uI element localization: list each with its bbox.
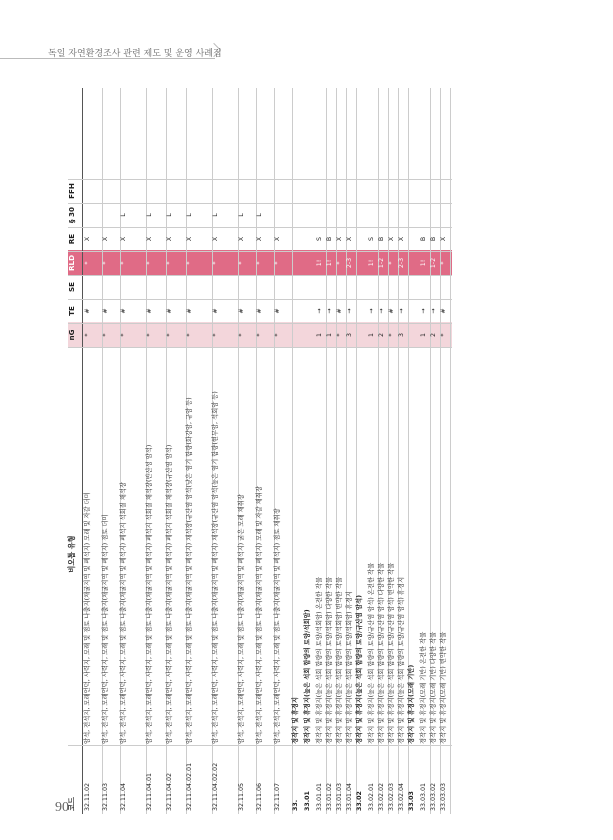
col-header-te: TE bbox=[67, 306, 76, 316]
cell-ng: * bbox=[212, 333, 219, 337]
running-header: 독일 자연환경조사 관련 제도 및 운영 사례집 bbox=[48, 49, 222, 59]
cell-ng: * bbox=[238, 333, 245, 337]
cell-name: 경작지 및 휴경지 bbox=[292, 697, 299, 744]
cell-code: 32.11.02 bbox=[84, 782, 91, 811]
table-row bbox=[440, 88, 451, 814]
cell-re: B bbox=[378, 236, 385, 242]
cell-code: 32.11.03 bbox=[102, 782, 109, 811]
cell-code: 32.11.04.01 bbox=[146, 772, 153, 811]
cell-te: → bbox=[346, 308, 353, 314]
cell-code: 33.03 bbox=[408, 791, 415, 811]
cell-ng: * bbox=[120, 333, 127, 337]
cell-code: 33.02.01 bbox=[368, 782, 375, 811]
cell-te: # bbox=[166, 308, 173, 314]
cell-te: # bbox=[238, 308, 245, 314]
cell-code: 33.02.03 bbox=[388, 782, 395, 811]
cell-s30: L bbox=[146, 213, 153, 217]
cell-te: # bbox=[388, 308, 395, 314]
cell-code: 32.11.06 bbox=[256, 782, 263, 811]
column-divider bbox=[68, 251, 452, 252]
cell-te: # bbox=[146, 308, 153, 314]
col-header-s30: § 30 bbox=[67, 206, 76, 224]
cell-name: 암석, 전석지, 모래언덕, 사력지, 모래 및 점토 나출지(채굴지역 및 폐석지) 폐석지 석회질 채석장(반산성 암석) bbox=[146, 444, 153, 744]
cell-rld: * bbox=[274, 261, 281, 265]
cell-te: # bbox=[102, 308, 109, 314]
table-row bbox=[256, 88, 275, 814]
cell-code: 32.11.04.02.01 bbox=[186, 762, 193, 811]
table-row bbox=[304, 88, 316, 814]
cell-te: # bbox=[186, 308, 193, 314]
cell-rld: * bbox=[166, 261, 173, 265]
cell-rld: * bbox=[120, 261, 127, 265]
cell-ng: 1 bbox=[368, 333, 375, 338]
col-header-name: 비오톱 유형 bbox=[67, 535, 76, 573]
table-row bbox=[186, 88, 213, 814]
table-row bbox=[120, 88, 147, 814]
table-row bbox=[292, 88, 304, 814]
cell-code: 32.11.07 bbox=[274, 782, 281, 811]
cell-te: → bbox=[378, 308, 385, 314]
cell-re: B bbox=[326, 236, 333, 242]
cell-rld: 1! bbox=[368, 259, 375, 267]
cell-name: 암석, 전석지, 모래언덕, 사력지, 모래 및 점토 나출지(채굴지역 및 폐석지) 채석장(규산염 암석(낮은 염기 함량(화강암, 규암 등) bbox=[186, 397, 193, 744]
cell-code: 33.01 bbox=[304, 791, 311, 811]
cell-te: → bbox=[368, 308, 375, 314]
cell-code: 32.11.04.02 bbox=[166, 772, 173, 811]
cell-ng: * bbox=[256, 333, 263, 337]
cell-name: 경작지 및 휴경지(모래 기반) bbox=[408, 664, 415, 744]
cell-rld: * bbox=[146, 261, 153, 265]
cell-re: X bbox=[274, 236, 281, 242]
cell-code: 32.11.04.02.02 bbox=[212, 762, 219, 811]
cell-code: 33.02.02 bbox=[378, 782, 385, 811]
cell-code: 32.11.04 bbox=[120, 782, 127, 811]
cell-name: 경작지 및 휴경지(모래 기반) 온전한 작물 bbox=[420, 631, 427, 744]
cell-re: X bbox=[166, 236, 173, 242]
cell-rld: 1-2 bbox=[378, 257, 385, 269]
cell-ng: * bbox=[84, 333, 91, 337]
table-row bbox=[238, 88, 257, 814]
cell-te: → bbox=[430, 308, 437, 314]
cell-re: X bbox=[146, 236, 153, 242]
cell-s30: L bbox=[238, 213, 245, 217]
cell-ng: 3 bbox=[398, 333, 405, 338]
cell-te: → bbox=[326, 308, 333, 314]
cell-code: 33. bbox=[292, 799, 299, 811]
col-header-ffh: FFH bbox=[67, 183, 76, 199]
cell-code: 33.02.04 bbox=[398, 782, 405, 811]
cell-name: 암석, 전석지, 모래언덕, 사력지, 모래 및 점토 나출지(채굴지역 및 폐석지) 폐석지 석회질 채석장(규산염 암석) bbox=[166, 444, 173, 744]
cell-name: 암석, 전석지, 모래언덕, 사력지, 모래 및 점토 나출지(채굴지역 및 폐석지) 점토 더미 bbox=[102, 514, 109, 744]
cell-name: 경작지 및 휴경지(높은 석회 함량의 토양/규산염 암석) 휴경지 bbox=[398, 576, 405, 744]
cell-code: 32.11.05 bbox=[238, 782, 245, 811]
cell-re: X bbox=[102, 236, 109, 242]
cell-name: 경작지 및 휴경지(높은 석회 함량의 토양/석회암) 온전한 작물 bbox=[316, 576, 323, 744]
column-divider bbox=[68, 227, 452, 228]
cell-te: # bbox=[336, 308, 343, 314]
col-header-rld: RLD bbox=[67, 254, 76, 272]
cell-s30: L bbox=[256, 213, 263, 217]
cell-ng: * bbox=[146, 333, 153, 337]
cell-code: 33.01.02 bbox=[326, 782, 333, 811]
cell-te: → bbox=[398, 308, 405, 314]
table-row bbox=[274, 88, 293, 814]
cell-re: X bbox=[84, 236, 91, 242]
cell-re: X bbox=[212, 236, 219, 242]
cell-re: X bbox=[346, 236, 353, 242]
cell-ng: 1 bbox=[420, 333, 427, 338]
page-number: 90 bbox=[55, 800, 69, 815]
cell-rld: * bbox=[238, 261, 245, 265]
cell-rld: * bbox=[212, 261, 219, 265]
cell-name: 경작지 및 휴경지(높은 석회 함량의 토양/석회암) 다양한 작물 bbox=[326, 576, 333, 744]
cell-rld: * bbox=[388, 261, 395, 265]
cell-name: 경작지 및 휴경지(높은 석회 함량의 토양/규산염 암석) 빈약한 작물 bbox=[388, 562, 395, 744]
cell-rld: 1! bbox=[316, 259, 323, 267]
cell-name: 경작지 및 휴경지(높은 석회 함량의 토양/석회암) 빈약한 작물 bbox=[336, 576, 343, 744]
cell-re: X bbox=[120, 236, 127, 242]
col-header-se: SE bbox=[67, 281, 76, 293]
col-header-code: 코드 bbox=[67, 797, 76, 811]
cell-s30: L bbox=[120, 213, 127, 217]
cell-s30: L bbox=[166, 213, 173, 217]
cell-rld: 1! bbox=[326, 259, 333, 267]
cell-ng: 3 bbox=[346, 333, 353, 338]
cell-code: 33.03.02 bbox=[430, 782, 437, 811]
cell-code: 33.01.03 bbox=[336, 782, 343, 811]
cell-re: X bbox=[388, 236, 395, 242]
table-row bbox=[356, 88, 368, 814]
cell-re: B bbox=[430, 236, 437, 242]
cell-rld: 2-3 bbox=[398, 257, 405, 269]
table-row bbox=[102, 88, 121, 814]
cell-ng: * bbox=[388, 333, 395, 337]
cell-rld: 1! bbox=[420, 259, 427, 267]
column-divider bbox=[68, 745, 452, 746]
cell-ng: * bbox=[336, 333, 343, 337]
cell-name: 암석, 전석지, 모래언덕, 사력지, 모래 및 점토 나출지(채굴지역 및 폐석지) 모래 및 자갈 채취장 bbox=[256, 486, 263, 744]
cell-re: X bbox=[238, 236, 245, 242]
cell-rld: 1-2 bbox=[430, 257, 437, 269]
table-row bbox=[408, 88, 420, 814]
cell-te: # bbox=[120, 308, 127, 314]
cell-re: X bbox=[398, 236, 405, 242]
cell-ng: * bbox=[166, 333, 173, 337]
cell-name: 경작지 및 휴경지(높은 석회 함량의 토양/석회암) 휴경지 bbox=[346, 591, 353, 744]
cell-re: B bbox=[420, 236, 427, 242]
cell-rld: * bbox=[440, 261, 447, 265]
cell-rld: * bbox=[336, 261, 343, 265]
cell-re: X bbox=[440, 236, 447, 242]
cell-ng: * bbox=[440, 333, 447, 337]
cell-name: 경작지 및 휴경지(모래 기반) 다양한 작물 bbox=[430, 631, 437, 744]
cell-ng: 1 bbox=[316, 333, 323, 338]
cell-te: # bbox=[440, 308, 447, 314]
cell-te: # bbox=[212, 308, 219, 314]
cell-rld: * bbox=[256, 261, 263, 265]
cell-ng: * bbox=[186, 333, 193, 337]
cell-te: # bbox=[274, 308, 281, 314]
table-row bbox=[166, 88, 187, 814]
cell-code: 33.03.03 bbox=[440, 782, 447, 811]
cell-code: 33.02 bbox=[356, 791, 363, 811]
cell-s30: L bbox=[186, 213, 193, 217]
cell-re: X bbox=[336, 236, 343, 242]
table-row bbox=[84, 88, 103, 814]
column-divider bbox=[68, 299, 452, 300]
column-divider bbox=[68, 179, 452, 180]
cell-ng: 2 bbox=[430, 333, 437, 338]
cell-name: 경작지 및 휴경지(높은 석회 함량의 토양/규산염 암석) bbox=[356, 595, 363, 744]
cell-name: 경작지 및 휴경지(높은 석회 함량의 토양/석회암) bbox=[304, 609, 311, 744]
cell-name: 경작지 및 휴경지(높은 석회 함량의 토양/규산염 암석) 온전한 작물 bbox=[368, 562, 375, 744]
cell-te: → bbox=[420, 308, 427, 314]
cell-rld: 2-3 bbox=[346, 257, 353, 269]
col-header-ng: nG bbox=[67, 329, 76, 341]
cell-rld: * bbox=[186, 261, 193, 265]
cell-ng: 2 bbox=[378, 333, 385, 338]
cell-re: S bbox=[368, 237, 375, 241]
cell-name: 경작지 및 휴경지(높은 석회 함량의 토양/규산염 암석) 다양한 작물 bbox=[378, 562, 385, 744]
table-header-row bbox=[68, 88, 83, 814]
cell-ng: * bbox=[102, 333, 109, 337]
biotope-table bbox=[68, 88, 596, 814]
column-divider bbox=[68, 323, 452, 324]
cell-name: 암석, 전석지, 모래언덕, 사력지, 모래 및 점토 나출지(채굴지역 및 폐석지) 채석장(규산염 암석(높은 염기 함량(현무암, 석회암 등) bbox=[212, 391, 219, 744]
cell-name: 암석, 전석지, 모래언덕, 사력지, 모래 및 점토 나출지(채굴지역 및 폐석지) 모래 및 자갈 더미 bbox=[84, 492, 91, 744]
cell-code: 33.01.04 bbox=[346, 782, 353, 811]
table-row bbox=[212, 88, 239, 814]
column-divider bbox=[68, 275, 452, 276]
cell-re: X bbox=[186, 236, 193, 242]
cell-name: 경작지 및 휴경지(모래 기반) 빈약한 작물 bbox=[440, 631, 447, 744]
cell-rld: * bbox=[84, 261, 91, 265]
cell-code: 33.01.01 bbox=[316, 782, 323, 811]
column-divider bbox=[68, 203, 452, 204]
cell-name: 암석, 전석지, 모래언덕, 사력지, 모래 및 점토 나출지(채굴지역 및 폐석지) 점토 채취장 bbox=[274, 508, 281, 744]
cell-name: 암석, 전석지, 모래언덕, 사력지, 모래 및 점토 나출지(채굴지역 및 폐석지) 굵은 모래 채취장 bbox=[238, 494, 245, 744]
cell-name: 암석, 전석지, 모래언덕, 사력지, 모래 및 점토 나출지(채굴지역 및 폐석지) 폐석지 석회질 채석장 bbox=[120, 481, 127, 744]
cell-re: S bbox=[316, 237, 323, 241]
cell-te: # bbox=[84, 308, 91, 314]
cell-s30: L bbox=[212, 213, 219, 217]
cell-re: X bbox=[256, 236, 263, 242]
cell-code: 33.03.01 bbox=[420, 782, 427, 811]
column-divider bbox=[68, 347, 452, 348]
cell-ng: * bbox=[274, 333, 281, 337]
cell-te: → bbox=[316, 308, 323, 314]
cell-ng: 1 bbox=[326, 333, 333, 338]
col-header-re: RE bbox=[67, 233, 76, 245]
cell-rld: * bbox=[102, 261, 109, 265]
cell-te: # bbox=[256, 308, 263, 314]
table-row bbox=[146, 88, 167, 814]
